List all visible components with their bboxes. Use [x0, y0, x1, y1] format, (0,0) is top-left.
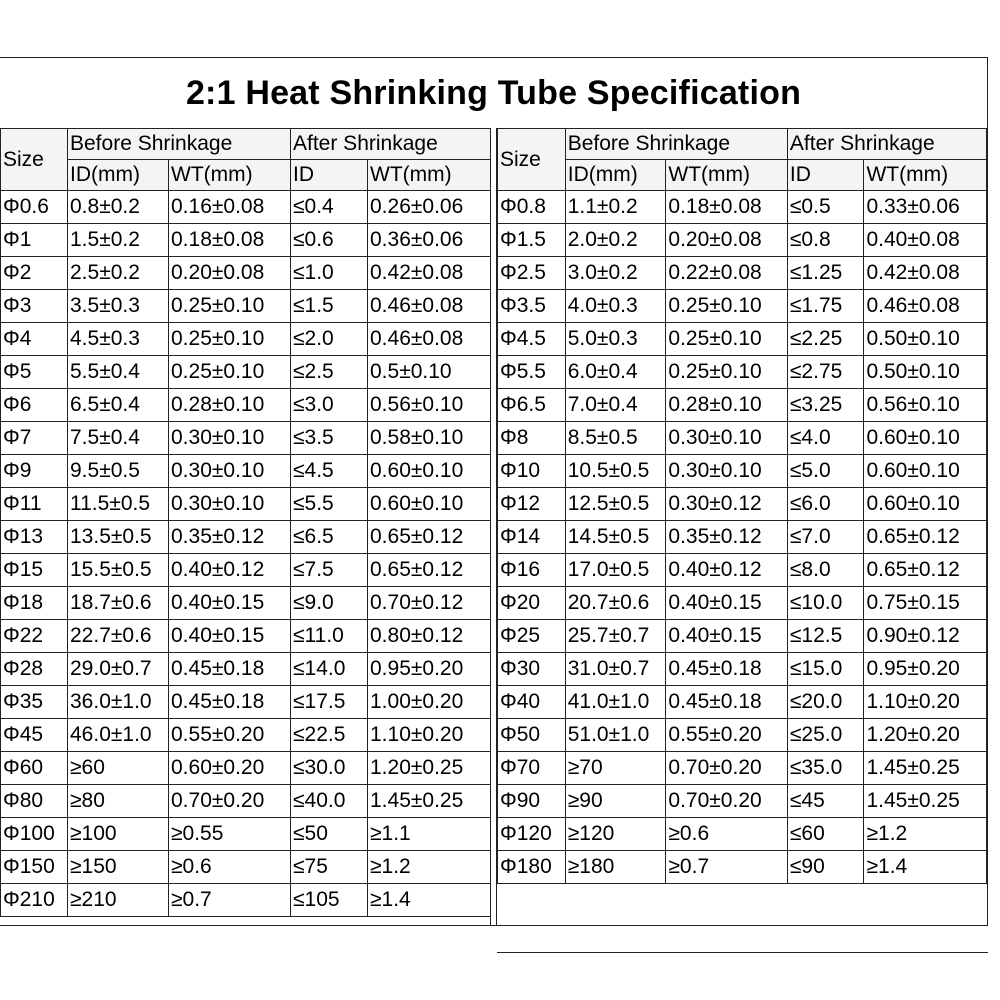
before-wt-cell: ≥0.6 — [666, 818, 788, 851]
after-wt-cell: 0.33±0.06 — [864, 191, 987, 224]
after-wt-cell: 0.26±0.06 — [368, 191, 491, 224]
table-row — [498, 257, 987, 290]
after-id-cell: ≤2.25 — [787, 323, 864, 356]
table-row — [498, 521, 987, 554]
after-wt-cell: 0.56±0.10 — [864, 389, 987, 422]
table-row — [1, 422, 491, 455]
before-id-cell: 2.0±0.2 — [565, 224, 666, 257]
before-wt-cell: ≥0.6 — [169, 851, 291, 884]
size-cell: Φ5 — [1, 356, 68, 389]
before-wt-cell: 0.25±0.10 — [666, 323, 788, 356]
after-id-cell: ≤2.5 — [291, 356, 368, 389]
after-id-cell: ≤3.5 — [291, 422, 368, 455]
table-row — [498, 323, 987, 356]
size-cell: Φ4.5 — [498, 323, 566, 356]
table-row — [498, 719, 987, 752]
table-row — [1, 224, 491, 257]
table-row — [1, 719, 491, 752]
after-id-header: ID — [787, 160, 864, 191]
before-wt-cell: ≥0.7 — [169, 884, 291, 917]
size-cell: Φ5.5 — [498, 356, 566, 389]
size-cell: Φ3.5 — [498, 290, 566, 323]
size-cell: Φ210 — [1, 884, 68, 917]
before-wt-cell: 0.30±0.12 — [666, 488, 788, 521]
before-id-cell: 7.5±0.4 — [68, 422, 169, 455]
size-cell: Φ18 — [1, 587, 68, 620]
size-cell: Φ30 — [498, 653, 566, 686]
table-row — [1, 587, 491, 620]
before-wt-cell: 0.35±0.12 — [666, 521, 788, 554]
before-id-cell: 5.5±0.4 — [68, 356, 169, 389]
size-cell: Φ9 — [1, 455, 68, 488]
after-id-cell: ≤25.0 — [787, 719, 864, 752]
after-wt-header: WT(mm) — [864, 160, 987, 191]
before-id-cell: 6.5±0.4 — [68, 389, 169, 422]
before-id-cell: 17.0±0.5 — [565, 554, 666, 587]
after-id-cell: ≤12.5 — [787, 620, 864, 653]
before-id-cell: 7.0±0.4 — [565, 389, 666, 422]
before-shrinkage-header: Before Shrinkage — [68, 129, 291, 160]
size-cell: Φ50 — [498, 719, 566, 752]
after-wt-cell: 0.95±0.20 — [368, 653, 491, 686]
before-id-cell: 36.0±1.0 — [68, 686, 169, 719]
size-cell: Φ0.6 — [1, 191, 68, 224]
before-id-cell: 10.5±0.5 — [565, 455, 666, 488]
after-id-header: ID — [291, 160, 368, 191]
after-id-cell: ≤5.5 — [291, 488, 368, 521]
before-id-cell: ≥80 — [68, 785, 169, 818]
table-row — [1, 554, 491, 587]
after-id-cell: ≤1.25 — [787, 257, 864, 290]
after-wt-cell: 0.42±0.08 — [864, 257, 987, 290]
before-id-header: ID(mm) — [68, 160, 169, 191]
before-id-cell: 3.5±0.3 — [68, 290, 169, 323]
before-wt-cell: 0.60±0.20 — [169, 752, 291, 785]
size-cell: Φ60 — [1, 752, 68, 785]
before-wt-cell: 0.70±0.20 — [666, 785, 788, 818]
before-wt-cell: 0.40±0.15 — [169, 620, 291, 653]
after-wt-cell: 0.75±0.15 — [864, 587, 987, 620]
before-wt-header: WT(mm) — [169, 160, 291, 191]
after-id-cell: ≤40.0 — [291, 785, 368, 818]
table-divider — [490, 128, 497, 925]
before-wt-cell: 0.40±0.15 — [666, 587, 788, 620]
size-cell: Φ6.5 — [498, 389, 566, 422]
after-id-cell: ≤11.0 — [291, 620, 368, 653]
after-wt-cell: 0.5±0.10 — [368, 356, 491, 389]
table-row — [498, 356, 987, 389]
before-wt-cell: 0.25±0.10 — [666, 356, 788, 389]
table-row — [1, 323, 491, 356]
size-cell: Φ2.5 — [498, 257, 566, 290]
size-cell: Φ6 — [1, 389, 68, 422]
before-id-cell: 9.5±0.5 — [68, 455, 169, 488]
before-id-cell: 5.0±0.3 — [565, 323, 666, 356]
table-row — [498, 455, 987, 488]
table-row — [1, 752, 491, 785]
after-wt-cell: ≥1.1 — [368, 818, 491, 851]
after-wt-cell: 1.20±0.20 — [864, 719, 987, 752]
before-id-cell: 2.5±0.2 — [68, 257, 169, 290]
after-wt-cell: 0.95±0.20 — [864, 653, 987, 686]
before-id-cell: ≥60 — [68, 752, 169, 785]
after-id-cell: ≤30.0 — [291, 752, 368, 785]
after-id-cell: ≤7.0 — [787, 521, 864, 554]
before-wt-header: WT(mm) — [666, 160, 788, 191]
after-wt-cell: 0.65±0.12 — [864, 554, 987, 587]
after-id-cell: ≤6.0 — [787, 488, 864, 521]
after-wt-cell: 0.80±0.12 — [368, 620, 491, 653]
table-row — [1, 620, 491, 653]
after-wt-cell: 1.45±0.25 — [864, 785, 987, 818]
spec-sheet — [0, 57, 988, 926]
before-wt-cell: 0.40±0.12 — [169, 554, 291, 587]
before-id-cell: 41.0±1.0 — [565, 686, 666, 719]
after-id-cell: ≤45 — [787, 785, 864, 818]
before-id-cell: ≥210 — [68, 884, 169, 917]
before-id-cell: 20.7±0.6 — [565, 587, 666, 620]
left-table-body — [1, 191, 491, 917]
before-id-cell: 14.5±0.5 — [565, 521, 666, 554]
table-row — [1, 488, 491, 521]
before-wt-cell: 0.35±0.12 — [169, 521, 291, 554]
before-wt-cell: 0.45±0.18 — [169, 686, 291, 719]
size-cell: Φ70 — [498, 752, 566, 785]
table-row — [1, 785, 491, 818]
before-id-cell: 29.0±0.7 — [68, 653, 169, 686]
after-id-cell: ≤9.0 — [291, 587, 368, 620]
after-wt-cell: 0.46±0.08 — [368, 290, 491, 323]
before-id-cell: 51.0±1.0 — [565, 719, 666, 752]
after-wt-cell: 0.46±0.08 — [368, 323, 491, 356]
size-cell: Φ12 — [498, 488, 566, 521]
after-wt-cell: ≥1.2 — [864, 818, 987, 851]
before-id-cell: 15.5±0.5 — [68, 554, 169, 587]
size-cell: Φ20 — [498, 587, 566, 620]
size-cell: Φ0.8 — [498, 191, 566, 224]
after-wt-cell: 0.60±0.10 — [864, 455, 987, 488]
after-id-cell: ≤105 — [291, 884, 368, 917]
before-id-cell: ≥180 — [565, 851, 666, 884]
table-row — [1, 653, 491, 686]
after-id-cell: ≤1.0 — [291, 257, 368, 290]
after-id-cell: ≤7.5 — [291, 554, 368, 587]
table-row — [498, 554, 987, 587]
table-row — [1, 455, 491, 488]
table-row — [1, 257, 491, 290]
table-row — [498, 389, 987, 422]
after-wt-cell: 0.50±0.10 — [864, 323, 987, 356]
before-wt-cell: 0.25±0.10 — [169, 290, 291, 323]
after-id-cell: ≤0.5 — [787, 191, 864, 224]
after-id-cell: ≤8.0 — [787, 554, 864, 587]
before-id-header: ID(mm) — [565, 160, 666, 191]
before-wt-cell: 0.45±0.18 — [666, 653, 788, 686]
after-wt-cell: 0.60±0.10 — [864, 422, 987, 455]
size-header: Size — [1, 129, 68, 191]
before-wt-cell: 0.25±0.10 — [169, 356, 291, 389]
table-row — [1, 389, 491, 422]
size-cell: Φ1 — [1, 224, 68, 257]
before-wt-cell: 0.20±0.08 — [169, 257, 291, 290]
after-wt-cell: 0.65±0.12 — [368, 521, 491, 554]
before-id-cell: 6.0±0.4 — [565, 356, 666, 389]
before-id-cell: 4.5±0.3 — [68, 323, 169, 356]
before-id-cell: 11.5±0.5 — [68, 488, 169, 521]
before-wt-cell: 0.55±0.20 — [666, 719, 788, 752]
after-wt-cell: 0.60±0.10 — [864, 488, 987, 521]
before-id-cell: 1.5±0.2 — [68, 224, 169, 257]
after-wt-cell: ≥1.4 — [864, 851, 987, 884]
size-cell: Φ8 — [498, 422, 566, 455]
after-id-cell: ≤0.6 — [291, 224, 368, 257]
table-row — [498, 785, 987, 818]
size-cell: Φ22 — [1, 620, 68, 653]
before-id-cell: 46.0±1.0 — [68, 719, 169, 752]
before-id-cell: 4.0±0.3 — [565, 290, 666, 323]
table-row — [498, 191, 987, 224]
after-wt-cell: 0.58±0.10 — [368, 422, 491, 455]
size-header: Size — [498, 129, 566, 191]
before-wt-cell: 0.40±0.12 — [666, 554, 788, 587]
size-cell: Φ2 — [1, 257, 68, 290]
before-wt-cell: 0.55±0.20 — [169, 719, 291, 752]
table-row — [1, 356, 491, 389]
left-spec-table — [0, 128, 491, 917]
size-cell: Φ15 — [1, 554, 68, 587]
before-wt-cell: 0.30±0.10 — [666, 422, 788, 455]
after-wt-header: WT(mm) — [368, 160, 491, 191]
after-id-cell: ≤4.0 — [787, 422, 864, 455]
before-id-cell: 18.7±0.6 — [68, 587, 169, 620]
before-wt-cell: 0.18±0.08 — [169, 224, 291, 257]
before-id-cell: 0.8±0.2 — [68, 191, 169, 224]
table-row — [1, 884, 491, 917]
size-cell: Φ1.5 — [498, 224, 566, 257]
before-wt-cell: 0.40±0.15 — [169, 587, 291, 620]
size-cell: Φ45 — [1, 719, 68, 752]
size-cell: Φ4 — [1, 323, 68, 356]
size-cell: Φ35 — [1, 686, 68, 719]
table-row — [1, 851, 491, 884]
after-id-cell: ≤0.4 — [291, 191, 368, 224]
after-id-cell: ≤35.0 — [787, 752, 864, 785]
before-id-cell: 13.5±0.5 — [68, 521, 169, 554]
table-row — [498, 818, 987, 851]
table-row — [498, 422, 987, 455]
table-row — [498, 752, 987, 785]
before-id-cell: ≥70 — [565, 752, 666, 785]
after-id-cell: ≤2.0 — [291, 323, 368, 356]
after-wt-cell: 1.10±0.20 — [368, 719, 491, 752]
before-id-cell: 1.1±0.2 — [565, 191, 666, 224]
table-row — [1, 521, 491, 554]
after-wt-cell: ≥1.2 — [368, 851, 491, 884]
before-wt-cell: 0.16±0.08 — [169, 191, 291, 224]
after-id-cell: ≤22.5 — [291, 719, 368, 752]
size-cell: Φ90 — [498, 785, 566, 818]
before-wt-cell: ≥0.7 — [666, 851, 788, 884]
after-wt-cell: 0.90±0.12 — [864, 620, 987, 653]
after-id-cell: ≤14.0 — [291, 653, 368, 686]
after-wt-cell: 0.70±0.12 — [368, 587, 491, 620]
after-wt-cell: 0.56±0.10 — [368, 389, 491, 422]
before-wt-cell: 0.25±0.10 — [169, 323, 291, 356]
after-id-cell: ≤17.5 — [291, 686, 368, 719]
after-wt-cell: 0.40±0.08 — [864, 224, 987, 257]
after-wt-cell: 0.36±0.06 — [368, 224, 491, 257]
before-id-cell: 8.5±0.5 — [565, 422, 666, 455]
size-cell: Φ16 — [498, 554, 566, 587]
before-id-cell: 12.5±0.5 — [565, 488, 666, 521]
after-id-cell: ≤3.0 — [291, 389, 368, 422]
after-id-cell: ≤2.75 — [787, 356, 864, 389]
size-cell: Φ25 — [498, 620, 566, 653]
after-wt-cell: 0.60±0.10 — [368, 488, 491, 521]
before-id-cell: 3.0±0.2 — [565, 257, 666, 290]
before-id-cell: ≥90 — [565, 785, 666, 818]
after-id-cell: ≤15.0 — [787, 653, 864, 686]
before-wt-cell: 0.28±0.10 — [666, 389, 788, 422]
after-id-cell: ≤10.0 — [787, 587, 864, 620]
before-wt-cell: 0.25±0.10 — [666, 290, 788, 323]
after-wt-cell: 0.65±0.12 — [864, 521, 987, 554]
before-wt-cell: 0.30±0.10 — [666, 455, 788, 488]
before-wt-cell: 0.20±0.08 — [666, 224, 788, 257]
after-id-cell: ≤90 — [787, 851, 864, 884]
after-wt-cell: 0.65±0.12 — [368, 554, 491, 587]
size-cell: Φ150 — [1, 851, 68, 884]
table-row — [498, 653, 987, 686]
after-shrinkage-header: After Shrinkage — [291, 129, 491, 160]
before-wt-cell: ≥0.55 — [169, 818, 291, 851]
table-row — [498, 488, 987, 521]
table-row — [498, 587, 987, 620]
table-row — [498, 290, 987, 323]
right-spec-table — [497, 128, 987, 884]
before-id-cell: ≥150 — [68, 851, 169, 884]
after-wt-cell: 0.42±0.08 — [368, 257, 491, 290]
right-table-body — [498, 191, 987, 884]
before-wt-cell: 0.70±0.20 — [666, 752, 788, 785]
after-wt-cell: 1.00±0.20 — [368, 686, 491, 719]
before-id-cell: ≥100 — [68, 818, 169, 851]
size-cell: Φ180 — [498, 851, 566, 884]
table-row — [498, 620, 987, 653]
after-wt-cell: ≥1.4 — [368, 884, 491, 917]
before-wt-cell: 0.18±0.08 — [666, 191, 788, 224]
table-row — [498, 851, 987, 884]
size-cell: Φ80 — [1, 785, 68, 818]
size-cell: Φ7 — [1, 422, 68, 455]
size-cell: Φ14 — [498, 521, 566, 554]
page-title: 2:1 Heat Shrinking Tube Specification — [185, 73, 802, 112]
size-cell: Φ13 — [1, 521, 68, 554]
size-cell: Φ120 — [498, 818, 566, 851]
before-id-cell: 22.7±0.6 — [68, 620, 169, 653]
before-shrinkage-header: Before Shrinkage — [565, 129, 787, 160]
before-wt-cell: 0.40±0.15 — [666, 620, 788, 653]
after-id-cell: ≤75 — [291, 851, 368, 884]
before-id-cell: ≥120 — [565, 818, 666, 851]
empty-row-area — [497, 952, 988, 982]
size-cell: Φ11 — [1, 488, 68, 521]
before-id-cell: 25.7±0.7 — [565, 620, 666, 653]
after-id-cell: ≤0.8 — [787, 224, 864, 257]
after-id-cell: ≤3.25 — [787, 389, 864, 422]
before-wt-cell: 0.70±0.20 — [169, 785, 291, 818]
before-wt-cell: 0.30±0.10 — [169, 422, 291, 455]
after-id-cell: ≤20.0 — [787, 686, 864, 719]
table-row — [498, 224, 987, 257]
before-id-cell: 31.0±0.7 — [565, 653, 666, 686]
after-id-cell: ≤5.0 — [787, 455, 864, 488]
before-wt-cell: 0.30±0.10 — [169, 488, 291, 521]
after-wt-cell: 1.45±0.25 — [368, 785, 491, 818]
after-wt-cell: 1.10±0.20 — [864, 686, 987, 719]
after-id-cell: ≤1.75 — [787, 290, 864, 323]
size-cell: Φ40 — [498, 686, 566, 719]
size-cell: Φ3 — [1, 290, 68, 323]
table-row — [498, 686, 987, 719]
before-wt-cell: 0.45±0.18 — [666, 686, 788, 719]
after-shrinkage-header: After Shrinkage — [787, 129, 986, 160]
before-wt-cell: 0.28±0.10 — [169, 389, 291, 422]
after-wt-cell: 1.45±0.25 — [864, 752, 987, 785]
table-row — [1, 191, 491, 224]
table-row — [1, 290, 491, 323]
before-wt-cell: 0.22±0.08 — [666, 257, 788, 290]
after-wt-cell: 0.60±0.10 — [368, 455, 491, 488]
table-row — [1, 818, 491, 851]
after-wt-cell: 1.20±0.25 — [368, 752, 491, 785]
after-wt-cell: 0.50±0.10 — [864, 356, 987, 389]
after-id-cell: ≤50 — [291, 818, 368, 851]
after-id-cell: ≤4.5 — [291, 455, 368, 488]
size-cell: Φ100 — [1, 818, 68, 851]
after-id-cell: ≤60 — [787, 818, 864, 851]
before-wt-cell: 0.45±0.18 — [169, 653, 291, 686]
size-cell: Φ10 — [498, 455, 566, 488]
before-wt-cell: 0.30±0.10 — [169, 455, 291, 488]
table-row — [1, 686, 491, 719]
after-id-cell: ≤1.5 — [291, 290, 368, 323]
size-cell: Φ28 — [1, 653, 68, 686]
after-wt-cell: 0.46±0.08 — [864, 290, 987, 323]
after-id-cell: ≤6.5 — [291, 521, 368, 554]
